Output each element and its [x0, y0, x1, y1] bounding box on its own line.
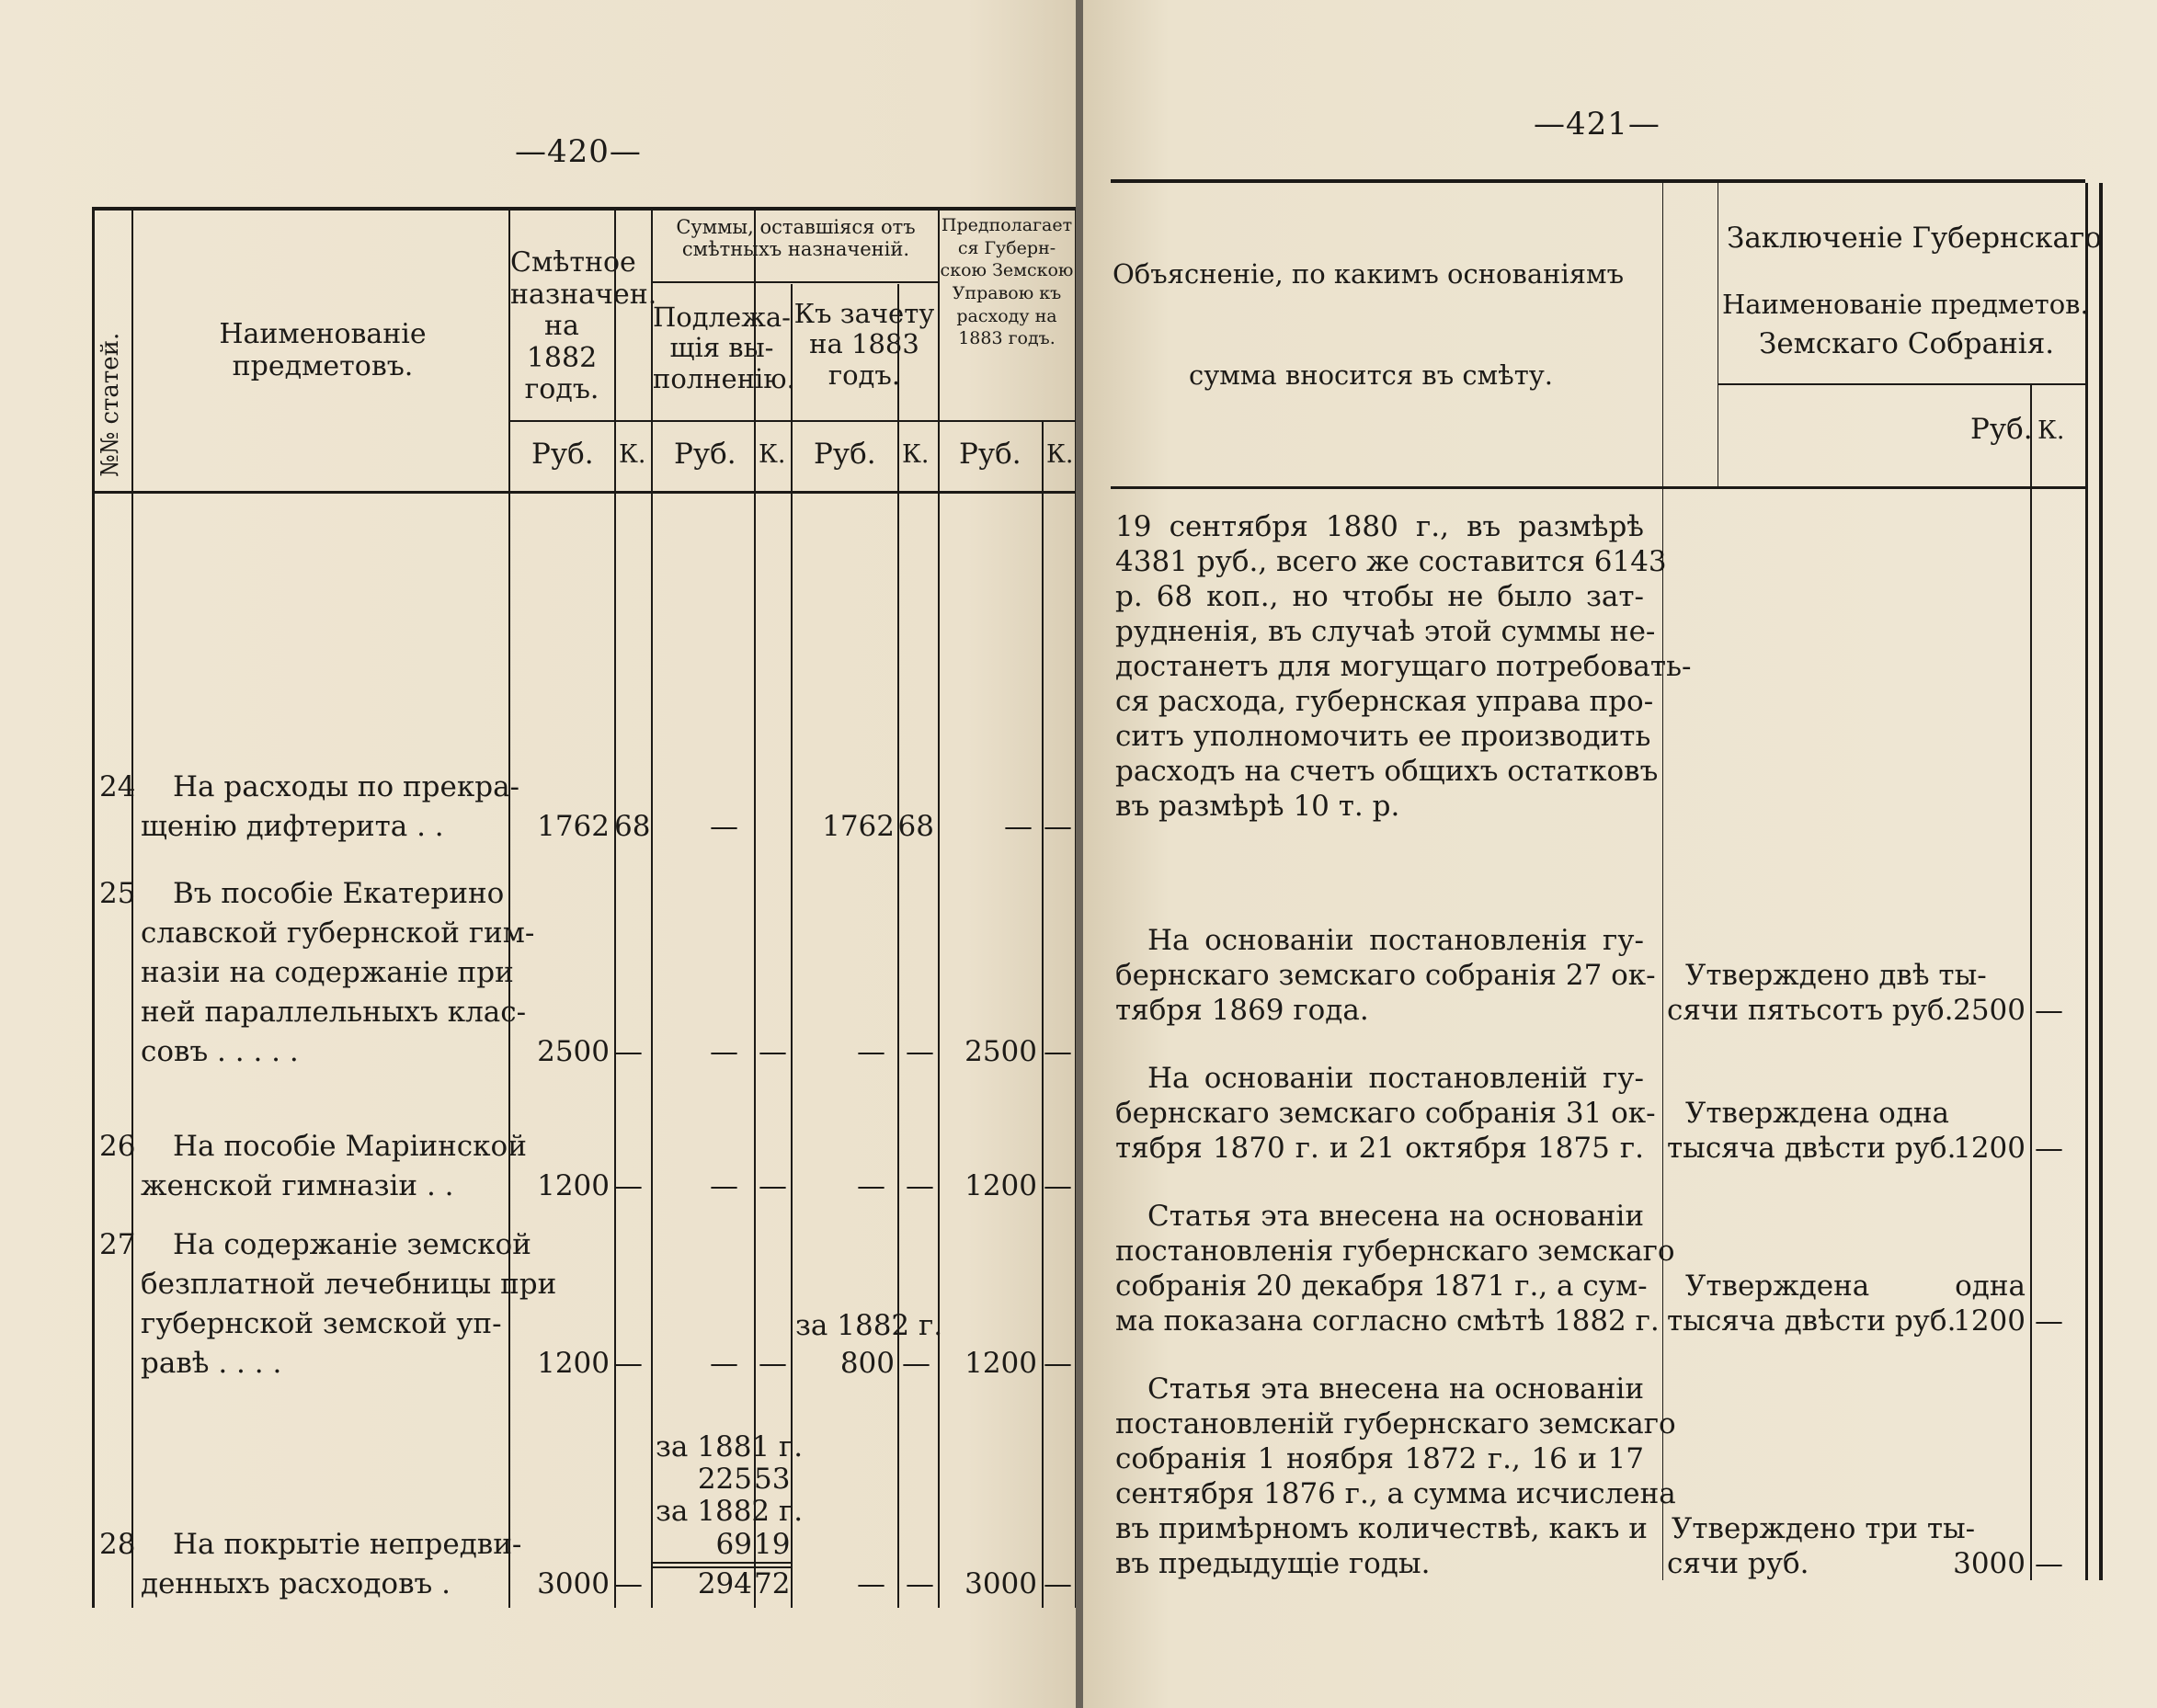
- row-number: 26: [99, 1130, 136, 1163]
- rule: [2030, 385, 2032, 1580]
- credit-rub: —: [857, 1567, 885, 1600]
- header-conclusion: Земскаго Собранія.: [1759, 327, 2055, 360]
- budget-rub: 1200: [537, 1347, 610, 1380]
- budget-rub: 1200: [537, 1169, 610, 1202]
- rule: [2085, 183, 2088, 1580]
- header-to-execute: Подлежа- щія вы- полненію.: [653, 302, 795, 394]
- credit-kop: —: [902, 1347, 930, 1380]
- proposed-kop: —: [1044, 1169, 1072, 1202]
- header-rule: [95, 491, 1075, 494]
- decision-amount: 3000: [1953, 1547, 2026, 1580]
- exec-rub: —: [710, 1347, 738, 1380]
- rule: [791, 284, 793, 1608]
- exec-rub: 69: [715, 1528, 752, 1561]
- item-name-line: славской губернской гим-: [141, 917, 535, 950]
- decision-text: Утверждено три ты- сячи руб.: [1667, 1512, 1976, 1580]
- right-page: [1083, 0, 2157, 1708]
- item-name-line: равѣ . . . .: [141, 1347, 282, 1380]
- exec-rub: —: [710, 810, 738, 843]
- rule: [1042, 422, 1044, 1608]
- exec-note: за 1882 г.: [656, 1495, 804, 1528]
- rule: [897, 284, 899, 1608]
- explanation-entry: Статья эта внесена на основаніи постановленій губернскаго земскаго собранія 1 ноября 1872 г., 16 и 17 сентября 1876 г., а сумма исчислена въ примѣрномъ количествѣ, какъ и въ предыдущіе годы.: [1115, 1372, 1676, 1580]
- header-rub: Руб.: [814, 438, 876, 471]
- exec-total-rub: 294: [697, 1567, 752, 1600]
- credit-rub: 800: [839, 1347, 895, 1380]
- item-name-line: женской гимназіи . .: [141, 1169, 454, 1202]
- header-rub: Руб.: [674, 438, 736, 471]
- decision-amount: 2500: [1953, 994, 2026, 1027]
- exec-kop: —: [759, 1035, 787, 1068]
- header-explanation: сумма вносится въ смѣту.: [1189, 359, 1554, 391]
- decision-amount: 1200: [1953, 1304, 2026, 1338]
- exec-kop: —: [759, 1169, 787, 1202]
- decision-text: Утверждена одна тысяча двѣсти руб.: [1667, 1097, 1957, 1165]
- left-page: [0, 0, 1076, 1708]
- exec-total-kop: 72: [754, 1567, 791, 1600]
- credit-kop: —: [906, 1035, 934, 1068]
- header-kop: К.: [2037, 416, 2065, 445]
- item-name-line: На покрытіе непредви-: [173, 1528, 522, 1561]
- credit-rub: —: [857, 1035, 885, 1068]
- exec-rub: 225: [697, 1463, 752, 1496]
- proposed-kop: —: [1044, 810, 1072, 843]
- header-kop: К.: [759, 440, 786, 469]
- header-budget: Смѣтное назначен. на 1882 годъ.: [510, 246, 657, 405]
- decision-text: Утверждена одна тысяча двѣсти руб.: [1667, 1270, 2026, 1338]
- header-rub: Руб.: [1970, 413, 2033, 446]
- item-name-line: губернской земской уп-: [141, 1307, 502, 1340]
- credit-rub: 1762: [822, 810, 895, 843]
- header-kop: К.: [902, 440, 930, 469]
- credit-note: за 1882 г.: [795, 1309, 943, 1342]
- decision-kop: —: [2035, 994, 2063, 1027]
- header-rule: [1111, 486, 2085, 489]
- budget-kop: —: [614, 1169, 643, 1202]
- exec-kop: 19: [754, 1528, 791, 1561]
- budget-kop: 68: [614, 810, 651, 843]
- item-name-line: совъ . . . . .: [141, 1035, 299, 1068]
- header-conclusion: Наименованіе предметов.: [1722, 289, 2089, 320]
- decision-text: Утверждено двѣ ты- сячи пятьсотъ руб.: [1667, 959, 1987, 1027]
- decision-kop: —: [2035, 1304, 2063, 1338]
- header-conclusion: Заключеніе Губернскаго: [1727, 222, 2102, 255]
- proposed-rub: 2500: [964, 1035, 1037, 1068]
- item-name-line: щенію дифтерита . .: [141, 810, 444, 843]
- exec-rub: —: [710, 1169, 738, 1202]
- sum-rule: [653, 1562, 791, 1564]
- decision-kop: —: [2035, 1547, 2063, 1580]
- row-number: 24: [99, 770, 136, 803]
- explanation-entry: На основаніи постановленія гу- бернскаго земскаго собранія 27 ок- тября 1869 года.: [1115, 924, 1656, 1027]
- rule: [651, 281, 938, 283]
- exec-note: за 1881 г.: [656, 1430, 804, 1463]
- explanation-entry: На основаніи постановленій гу- бернскаго земскаго собранія 31 ок- тября 1870 г. и 21 октября 1875 г.: [1115, 1062, 1656, 1165]
- item-name-line: На содержаніе земской: [173, 1228, 531, 1261]
- proposed-kop: —: [1044, 1347, 1072, 1380]
- rule: [508, 420, 1075, 422]
- proposed-kop: —: [1044, 1567, 1072, 1600]
- row-number: 28: [99, 1528, 136, 1561]
- budget-kop: —: [614, 1035, 643, 1068]
- exec-kop: —: [759, 1347, 787, 1380]
- credit-kop: 68: [897, 810, 934, 843]
- header-proposed: Предполагает ся Губерн- скою Земскою Управою къ расходу на 1883 годъ.: [940, 215, 1074, 349]
- budget-kop: —: [614, 1567, 643, 1600]
- explanation-table-right: [1111, 179, 2102, 1599]
- budget-rub: 1762: [537, 810, 610, 843]
- page-number-right: —421—: [1534, 106, 1661, 142]
- book-gutter: [1076, 0, 1083, 1708]
- credit-kop: —: [906, 1567, 934, 1600]
- row-number: 25: [99, 877, 136, 910]
- header-rub: Руб.: [531, 438, 594, 471]
- proposed-rub: 1200: [964, 1169, 1037, 1202]
- item-name-line: ней параллельныхъ клас-: [141, 996, 527, 1029]
- exec-kop: 53: [754, 1463, 791, 1496]
- budget-rub: 3000: [537, 1567, 610, 1600]
- header-explanation: Объясненіе, по какимъ основаніямъ: [1113, 258, 1625, 290]
- continuation-text: 19 сентября 1880 г., въ размѣрѣ 4381 руб., всего же составится 6143 р. 68 коп., но чтобы не было зат- рудненія, въ случаѣ этой суммы не- достанетъ для могущаго потребовать- ся расхода, губернская управа про- ситъ уполномочить ее производить расходъ на счетъ общихъ остатковъ въ размѣрѣ 10 т. р.: [1115, 510, 1692, 823]
- item-name-line: На пособіе Маріинской: [173, 1130, 527, 1163]
- budget-kop: —: [614, 1347, 643, 1380]
- proposed-kop: —: [1044, 1035, 1072, 1068]
- proposed-rub: —: [1004, 810, 1033, 843]
- item-name-line: Въ пособіе Екатерино: [173, 877, 505, 910]
- row-number: 27: [99, 1228, 136, 1261]
- header-kop: К.: [619, 440, 646, 469]
- exec-rub: —: [710, 1035, 738, 1068]
- budget-table-left: [92, 207, 1076, 1608]
- item-name-line: безплатной лечебницы при: [141, 1268, 557, 1301]
- header-kop: К.: [1046, 440, 1074, 469]
- header-row-number: №№ статей.: [97, 332, 124, 477]
- rule: [1662, 183, 1663, 1580]
- header-rub: Руб.: [959, 438, 1021, 471]
- credit-rub: —: [857, 1169, 885, 1202]
- rule: [2099, 183, 2103, 1580]
- proposed-rub: 3000: [964, 1567, 1037, 1600]
- explanation-entry: Статья эта внесена на основаніи постановленія губернскаго земскаго собранія 20 декабря 1871 г., а сум- ма показана согласно смѣтѣ 1882 г.: [1115, 1200, 1675, 1338]
- decision-kop: —: [2035, 1132, 2063, 1165]
- proposed-rub: 1200: [964, 1347, 1037, 1380]
- page-number-left: —420—: [515, 133, 642, 170]
- item-name-line: денныхъ расходовъ .: [141, 1567, 451, 1600]
- decision-amount: 1200: [1953, 1132, 2026, 1165]
- header-item-name: Наименованіе предметовъ.: [219, 318, 427, 382]
- credit-kop: —: [906, 1169, 934, 1202]
- rule: [1718, 383, 2085, 385]
- item-name-line: назіи на содержаніе при: [141, 956, 514, 989]
- header-remaining: Суммы, оставшіяся отъ смѣтныхъ назначеній.: [676, 216, 916, 261]
- item-name-line: На расходы по прекра-: [173, 770, 520, 803]
- budget-rub: 2500: [537, 1035, 610, 1068]
- header-credit: Къ зачету на 1883 годъ.: [793, 298, 935, 391]
